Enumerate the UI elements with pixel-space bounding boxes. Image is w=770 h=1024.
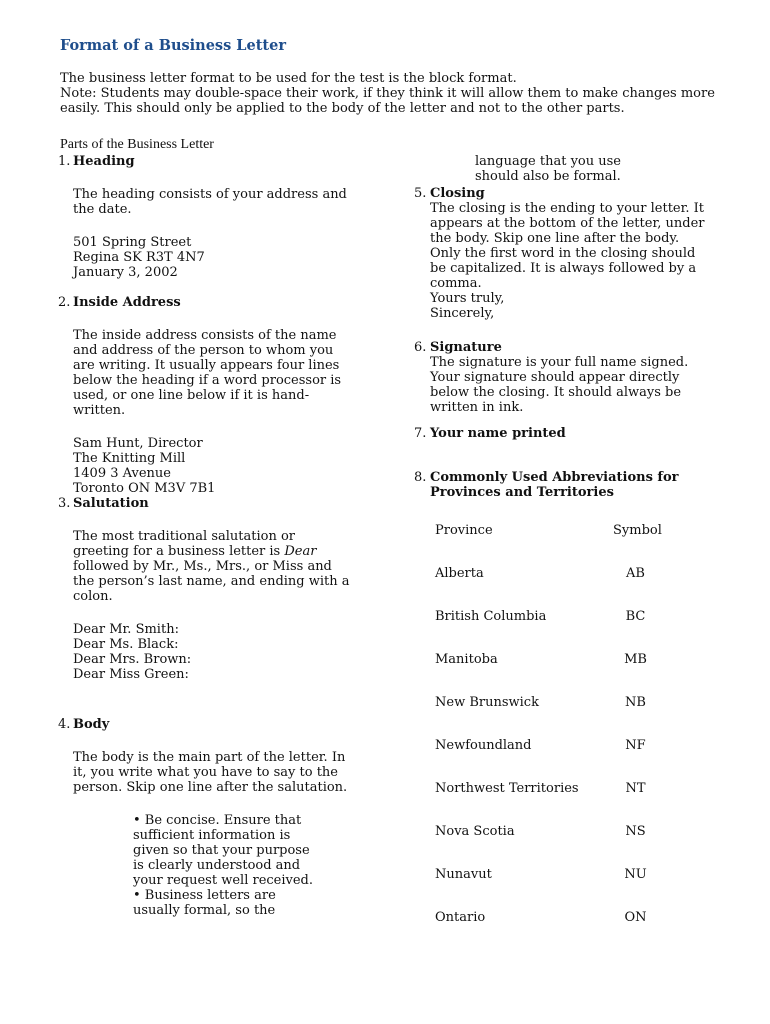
section-number: 4. xyxy=(58,717,71,732)
example-line: 1409 3 Avenue xyxy=(73,466,171,481)
section-salutation-label: Salutation xyxy=(73,496,149,511)
table-row xyxy=(435,738,665,781)
example-line: Toronto ON M3V 7B1 xyxy=(73,481,216,496)
example-line: Sam Hunt, Director xyxy=(73,436,203,451)
desc-line: The signature is your full name signed. xyxy=(430,355,689,370)
province-cell: Nunavut xyxy=(435,867,492,882)
desc-line: and address of the person to whom you xyxy=(73,343,334,358)
intro-line: The business letter format to be used for the test is the block format. xyxy=(60,71,517,86)
province-cell: Nova Scotia xyxy=(435,824,515,839)
example-line: Dear Miss Green: xyxy=(73,667,189,682)
right-column xyxy=(414,154,714,500)
desc-line: the date. xyxy=(73,202,132,217)
table-row xyxy=(435,609,665,652)
page-title: Format of a Business Letter xyxy=(60,37,286,54)
symbol-cell: NU xyxy=(624,867,647,882)
province-cell: New Brunswick xyxy=(435,695,539,710)
section-abbreviations-label: Commonly Used Abbreviations for xyxy=(430,470,679,485)
provinces-table xyxy=(435,523,665,953)
symbol-cell: NT xyxy=(625,781,646,796)
symbol-cell: MB xyxy=(624,652,647,667)
table-row xyxy=(435,695,665,738)
province-cell: British Columbia xyxy=(435,609,547,624)
desc-line xyxy=(73,544,348,559)
body-tips-list xyxy=(73,813,348,918)
list-item: • Business letters are xyxy=(133,888,276,903)
desc-line: the person’s last name, and ending with a xyxy=(73,574,350,589)
desc-emphasis: Dear xyxy=(284,544,317,559)
intro-line: easily. This should only be applied to the body of the letter and not to the other parts. xyxy=(60,101,625,116)
section-number: 3. xyxy=(58,496,71,511)
example-line: Sincerely, xyxy=(430,306,495,321)
list-item: usually formal, so the xyxy=(133,903,276,918)
desc-line: colon. xyxy=(73,589,113,604)
section-number: 8. xyxy=(414,470,427,485)
list-item: should also be formal. xyxy=(475,169,621,184)
symbol-cell: BC xyxy=(625,609,646,624)
desc-line: below the heading if a word processor is xyxy=(73,373,342,388)
desc-line: The closing is the ending to your letter. It xyxy=(430,201,705,216)
desc-line: The body is the main part of the letter. In xyxy=(73,750,346,765)
province-cell: Newfoundland xyxy=(435,738,532,753)
province-cell: Manitoba xyxy=(435,652,498,667)
table-row xyxy=(435,781,665,824)
example-line: Dear Mr. Smith: xyxy=(73,622,179,637)
section-number: 2. xyxy=(58,295,71,310)
desc-text: greeting for a business letter is xyxy=(73,544,285,559)
section-inside-address xyxy=(58,295,348,496)
example-line: Dear Mrs. Brown: xyxy=(73,652,192,667)
list-item: • Be concise. Ensure that xyxy=(133,813,302,828)
symbol-cell: ON xyxy=(624,910,647,925)
left-column xyxy=(58,154,348,918)
desc-line: The heading consists of your address and xyxy=(73,187,347,202)
desc-line: written. xyxy=(73,403,126,418)
symbol-cell: AB xyxy=(626,566,645,581)
list-item: sufficient information is xyxy=(133,828,291,843)
body-tips-continued xyxy=(414,154,714,184)
list-item: given so that your purpose xyxy=(133,843,310,858)
section-name-printed xyxy=(414,426,714,441)
desc-line: appears at the bottom of the letter, under xyxy=(430,216,705,231)
section-number: 1. xyxy=(58,154,71,169)
province-cell: Alberta xyxy=(435,566,484,581)
desc-line: written in ink. xyxy=(430,400,524,415)
example-line: January 3, 2002 xyxy=(73,265,178,280)
example-line: The Knitting Mill xyxy=(73,451,186,466)
desc-line: comma. xyxy=(430,276,482,291)
symbol-cell: NS xyxy=(625,824,646,839)
column-header-province: Province xyxy=(435,523,493,538)
desc-line: it, you write what you have to say to the xyxy=(73,765,339,780)
table-row xyxy=(435,910,665,953)
desc-line: below the closing. It should always be xyxy=(430,385,682,400)
table-row xyxy=(435,652,665,695)
section-abbreviations xyxy=(414,470,714,500)
desc-line: used, or one line below if it is hand- xyxy=(73,388,310,403)
desc-line: the body. Skip one line after the body. xyxy=(430,231,680,246)
desc-line: person. Skip one line after the salutation. xyxy=(73,780,348,795)
section-closing xyxy=(414,186,714,321)
desc-line: The inside address consists of the name xyxy=(73,328,337,343)
desc-line: The most traditional salutation or xyxy=(73,529,296,544)
example-line: Yours truly, xyxy=(430,291,505,306)
province-cell: Northwest Territories xyxy=(435,781,579,796)
desc-line: followed by Mr., Ms., Mrs., or Miss and xyxy=(73,559,332,574)
parts-title: Parts of the Business Letter xyxy=(60,137,214,152)
section-body xyxy=(58,717,348,918)
section-name-printed-label: Your name printed xyxy=(430,426,566,441)
example-line: Dear Ms. Black: xyxy=(73,637,179,652)
section-number: 6. xyxy=(414,340,427,355)
intro-line: Note: Students may double-space their work, if they think it will allow them to make changes more xyxy=(60,86,715,101)
intro-paragraph xyxy=(60,71,720,116)
table-row xyxy=(435,566,665,609)
list-item: language that you use xyxy=(475,154,621,169)
list-item: is clearly understood and xyxy=(133,858,301,873)
section-number: 5. xyxy=(414,186,427,201)
symbol-cell: NB xyxy=(625,695,646,710)
section-salutation xyxy=(58,496,348,682)
desc-line: are writing. It usually appears four lines xyxy=(73,358,340,373)
province-cell: Ontario xyxy=(435,910,486,925)
section-signature xyxy=(414,340,714,415)
desc-line: be capitalized. It is always followed by a xyxy=(430,261,697,276)
section-abbreviations-label: Provinces and Territories xyxy=(430,485,614,500)
section-inside-address-label: Inside Address xyxy=(73,295,181,310)
section-number: 7. xyxy=(414,426,427,441)
section-body-label: Body xyxy=(73,717,110,732)
section-heading-label: Heading xyxy=(73,154,135,169)
example-line: Regina SK R3T 4N7 xyxy=(73,250,205,265)
table-header-row xyxy=(435,523,665,566)
table-row xyxy=(435,867,665,910)
section-closing-label: Closing xyxy=(430,186,485,201)
table-row xyxy=(435,824,665,867)
list-item: your request well received. xyxy=(133,873,314,888)
example-line: 501 Spring Street xyxy=(73,235,192,250)
column-header-symbol: Symbol xyxy=(613,523,662,538)
symbol-cell: NF xyxy=(625,738,646,753)
desc-line: Only the first word in the closing should xyxy=(430,246,696,261)
section-signature-label: Signature xyxy=(430,340,502,355)
section-heading xyxy=(58,154,348,280)
desc-line: Your signature should appear directly xyxy=(430,370,680,385)
